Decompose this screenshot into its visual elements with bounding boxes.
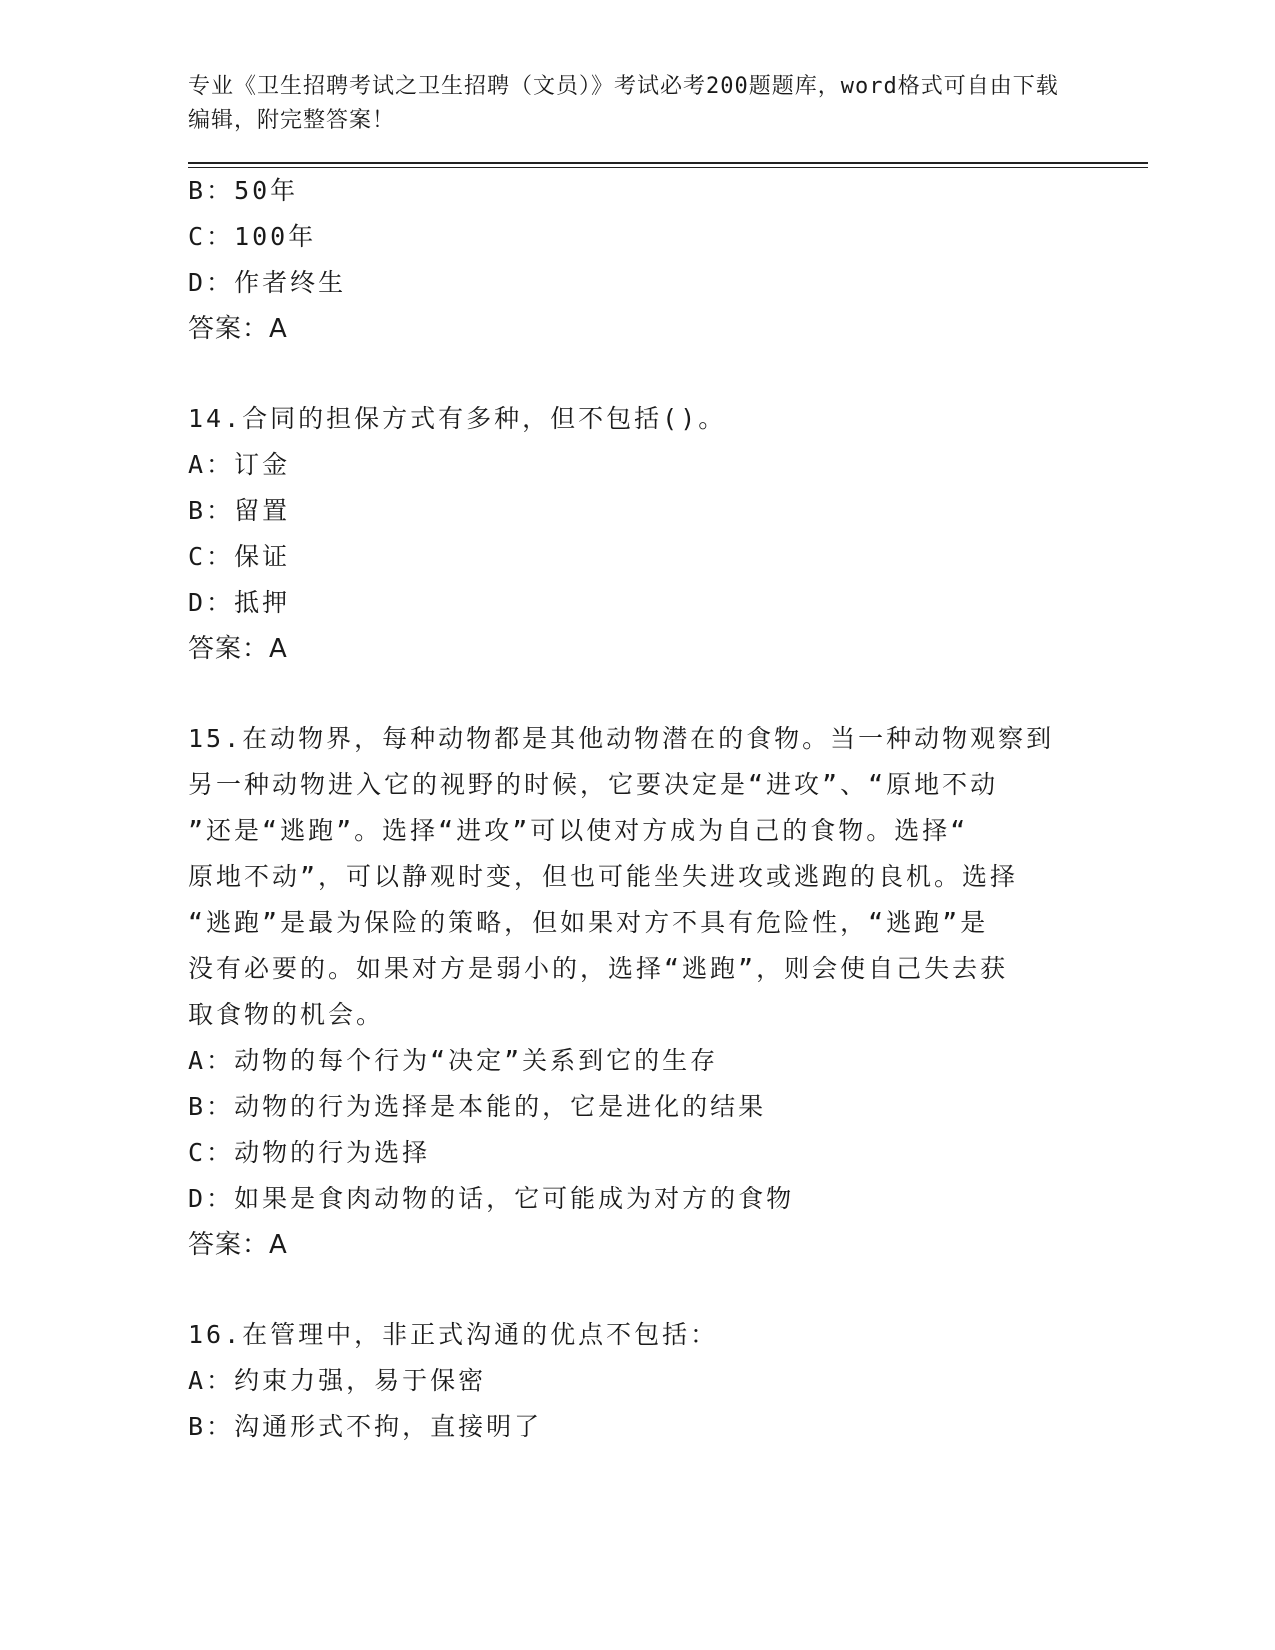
option-text: 保证 <box>234 542 291 571</box>
question-content <box>188 168 1148 1450</box>
option-text: 50年 <box>234 176 299 205</box>
option-d <box>188 580 1148 626</box>
question-15 <box>188 716 1148 1268</box>
option-label: D： <box>188 588 235 617</box>
option-c <box>188 1130 1148 1176</box>
question-stem-line: ”还是“逃跑”。选择“进攻”可以使对方成为自己的食物。选择“ <box>188 816 969 845</box>
option-d <box>188 260 1148 306</box>
option-label: D： <box>188 1184 235 1213</box>
option-text: 留置 <box>234 496 291 525</box>
option-label: B： <box>188 176 235 205</box>
option-text: 沟通形式不拘，直接明了 <box>234 1412 543 1441</box>
question-13 <box>188 168 1148 352</box>
question-stem-line: 原地不动”，可以静观时变，但也可能坐失进攻或逃跑的良机。选择 <box>188 862 1019 891</box>
option-a <box>188 1358 1148 1404</box>
option-label: C： <box>188 222 235 251</box>
document-page <box>188 70 1148 1450</box>
answer: 答案：A <box>188 314 288 344</box>
option-a <box>188 1038 1148 1084</box>
document-header: 专业《卫生招聘考试之卫生招聘（文员）》考试必考200题题库，word格式可自由下载编辑，附完整答案！ <box>188 74 1059 133</box>
option-text: 100年 <box>234 222 317 251</box>
answer: 答案：A <box>188 1230 288 1260</box>
header-divider <box>188 162 1148 164</box>
question-stem: 14.合同的担保方式有多种，但不包括()。 <box>188 404 727 433</box>
option-b <box>188 1084 1148 1130</box>
option-d <box>188 1176 1148 1222</box>
option-c <box>188 214 1148 260</box>
option-b <box>188 488 1148 534</box>
option-label: A： <box>188 1046 235 1075</box>
question-stem-line: “逃跑”是最为保险的策略，但如果对方不具有危险性，“逃跑”是 <box>188 908 989 937</box>
question-16 <box>188 1312 1148 1450</box>
question-stem-line: 另一种动物进入它的视野的时候，它要决定是“进攻”、“原地不动 <box>188 770 999 799</box>
option-text: 如果是食肉动物的话，它可能成为对方的食物 <box>234 1184 795 1213</box>
option-b <box>188 168 1148 214</box>
option-text: 动物的行为选择是本能的，它是进化的结果 <box>234 1092 767 1121</box>
option-b <box>188 1404 1148 1450</box>
option-c <box>188 534 1148 580</box>
option-text: 动物的行为选择 <box>234 1138 431 1167</box>
option-label: B： <box>188 1092 235 1121</box>
question-stem: 16.在管理中，非正式沟通的优点不包括： <box>188 1320 719 1349</box>
answer: 答案：A <box>188 634 288 664</box>
option-text: 动物的每个行为“决定”关系到它的生存 <box>234 1046 719 1075</box>
option-label: C： <box>188 1138 235 1167</box>
option-text: 约束力强，易于保密 <box>234 1366 487 1395</box>
question-stem-line: 没有必要的。如果对方是弱小的，选择“逃跑”，则会使自己失去获 <box>188 954 1009 983</box>
option-label: B： <box>188 496 235 525</box>
option-label: A： <box>188 1366 235 1395</box>
option-a <box>188 442 1148 488</box>
option-text: 订金 <box>234 450 291 479</box>
question-stem-line: 15.在动物界，每种动物都是其他动物潜在的食物。当一种动物观察到 <box>188 724 1055 753</box>
option-label: A： <box>188 450 235 479</box>
option-label: C： <box>188 542 235 571</box>
option-label: D： <box>188 268 235 297</box>
option-text: 作者终生 <box>234 268 347 297</box>
option-text: 抵押 <box>234 588 291 617</box>
option-label: B： <box>188 1412 235 1441</box>
question-stem-line: 取食物的机会。 <box>188 1000 385 1029</box>
question-14 <box>188 396 1148 672</box>
